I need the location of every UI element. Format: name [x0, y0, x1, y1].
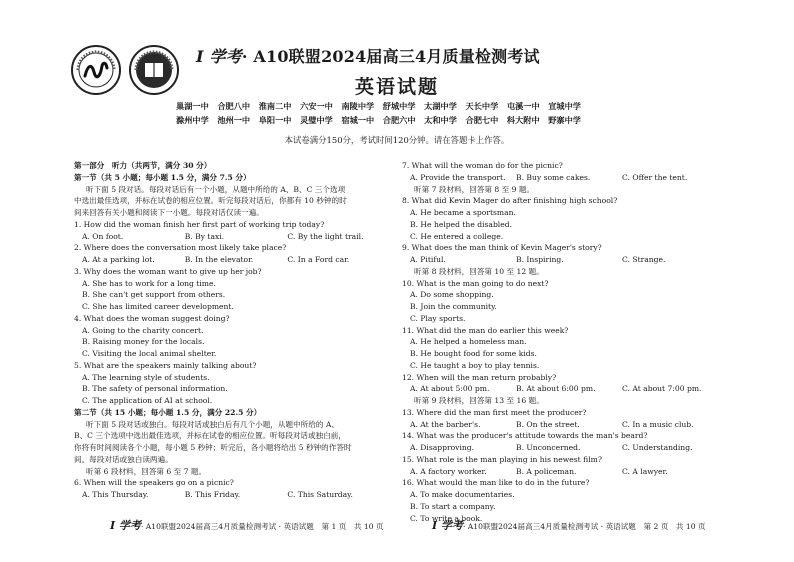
instruction-text: 听第 6 段材料，回答第 6 至 7 题。 [86, 466, 207, 476]
answer-option: A. The learning style of students. [82, 372, 210, 382]
answer-option: A. Do some shopping. [410, 290, 494, 300]
exam-title-text: · A10联盟2024届高三4月质量检测考试 [241, 47, 540, 66]
answer-option: A. At a parking lot. [82, 255, 155, 264]
answer-options-row [402, 254, 742, 266]
answer-option: C. Understanding. [622, 443, 693, 452]
answer-option: C. In a music club. [622, 419, 694, 429]
school-name: 巢湖一中 [176, 101, 209, 111]
answer-option: C. At about 7:00 pm. [622, 384, 702, 394]
answer-option: B. On the street. [516, 419, 580, 429]
answer-option: B. At about 6:00 pm. [516, 384, 596, 394]
answer-option: A. She has to work for a long time. [82, 278, 216, 288]
answer-option: B. This Friday. [184, 490, 241, 499]
instruction-text: 听第 8 段材料，回答第 10 至 12 题。 [414, 266, 544, 276]
answer-option: C. By the light trail. [287, 231, 364, 241]
answer-option: A. On foot. [82, 231, 124, 241]
answer-option: C. To write a book. [410, 513, 483, 523]
question-text: 3. Why does the woman want to give up her job? [74, 266, 262, 276]
school-name: 舒城中学 [382, 101, 416, 111]
question-text: 8. What did Kevin Mager do after finishing high school? [402, 196, 618, 206]
question-text: 1. How did the woman finish her first part of working trip today? [74, 219, 325, 229]
answer-options-row [402, 442, 742, 454]
question-text: 6. When will the speakers go on a picnic? [74, 478, 234, 488]
answer-option: B. In the elevator. [184, 255, 254, 264]
answer-option: C. Offer the tent. [622, 172, 688, 182]
instruction-text: 听下面 5 段对话或独白。每段对话或独白后有几个小题，从题中所给的 A、 [86, 419, 339, 429]
answer-option: A. He helped a homeless man. [410, 337, 527, 347]
school-list [176, 99, 636, 127]
answer-option: C. This Saturday. [287, 490, 353, 499]
school-name: 淮南二中 [258, 101, 292, 111]
answer-options-row [74, 231, 394, 243]
answer-option: B. The safety of personal information. [82, 384, 228, 394]
answer-option: C. The application of AI at school. [82, 396, 213, 405]
school-name: 合肥六中 [382, 115, 416, 125]
question-text: 15. What role is the man playing in his newest film? [402, 454, 602, 464]
answer-option: C. Play sports. [410, 313, 466, 323]
school-name: 天长中学 [465, 101, 499, 111]
instruction-text: 第一节（共 5 小题；每小题 1.5 分，满分 7.5 分） [74, 172, 251, 182]
left-column [74, 160, 394, 501]
answer-option: C. He taught a boy to play tennis. [410, 360, 540, 370]
school-name: 太和中学 [424, 115, 457, 125]
answer-option: A. At the barber's. [410, 419, 481, 429]
answer-option: B. A policeman. [516, 466, 577, 476]
subject-title: 英语试题 [354, 76, 439, 98]
answer-option: C. Strange. [622, 255, 666, 264]
instruction-text: 你将有时间阅读各个小题，每小题 5 秒钟；听完后，各小题将给出 5 秒钟的作答时 [74, 443, 352, 452]
school-name: 阜阳一中 [258, 115, 292, 125]
answer-option: B. He helped the disabled. [410, 219, 513, 229]
school-row-2 [176, 113, 636, 127]
exam-header-title [196, 44, 616, 66]
school-name: 池州一中 [217, 115, 251, 125]
question-text: 4. What does the woman suggest doing? [74, 313, 230, 323]
school-name: 南陵中学 [341, 101, 375, 111]
instruction-text: 第一部分 听力（共两节，满分 30 分） [74, 161, 212, 170]
footer-brand-mark: I 学考 [110, 519, 141, 532]
brand-mark: I 学考 [196, 47, 242, 66]
answer-option: B. She can't get support from others. [82, 290, 226, 300]
instruction-text: B、C 三个选项中选出最佳选项，并标在试卷的相应位置。听每段对话或独白前， [74, 431, 346, 441]
answer-option: C. He entered a college. [410, 231, 504, 241]
instruction-text: 听第 7 段材料，回答第 8 至 9 题。 [414, 184, 535, 194]
instruction-text: 听下面 5 段对话。每段对话后有一个小题，从题中所给的 A、B、C 三个选项 [86, 184, 346, 194]
question-text: 5. What are the speakers mainly talking about? [74, 360, 257, 370]
answer-options-row [74, 489, 394, 501]
answer-options-row [402, 172, 742, 184]
answer-option: B. Inspiring. [516, 255, 564, 264]
answer-option: A. This Thursday. [82, 490, 149, 499]
answer-options-row [74, 254, 394, 266]
footer-left-text: · A10联盟2024届高三4月质量检测考试 · 英语试题 第 1 页 共 10 页 [140, 522, 384, 531]
answer-option: A. He became a sportsman. [410, 208, 516, 217]
answer-option: B. Raising money for the locals. [82, 337, 205, 347]
footer-left [110, 517, 384, 533]
answer-option: B. Unconcerned. [516, 443, 581, 452]
school-name: 合肥八中 [217, 101, 251, 111]
exam-notice: 本试卷满分150分，考试时间120分钟。请在答题卡上作答。 [284, 135, 510, 145]
footer-brand-mark: I 学考 [432, 519, 463, 532]
school-name: 太湖中学 [424, 101, 457, 111]
answer-option: A. At about 5:00 pm. [410, 384, 490, 394]
school-name: 合肥七中 [465, 115, 499, 125]
question-text: 16. What would the man like to do in the future? [402, 478, 590, 488]
answer-option: B. Buy some cakes. [516, 172, 591, 182]
instruction-text: 间。每段对话或独白读两遍。 [74, 454, 173, 464]
question-text: 11. What did the man do earlier this week? [402, 325, 569, 335]
answer-option: B. He bought food for some kids. [410, 349, 537, 358]
answer-option: B. To start a company. [410, 501, 496, 511]
answer-option: A. Provide the transport. [410, 172, 506, 182]
answer-options-row [402, 419, 742, 431]
question-text: 2. Where does the conversation most likely take place? [74, 243, 287, 253]
school-name: 宿城一中 [341, 115, 375, 125]
school-name: 屯溪一中 [506, 101, 540, 111]
footer-right-text: · A10联盟2024届高三4月质量检测考试 · 英语试题 第 2 页 共 10 页 [462, 522, 706, 531]
answer-option: A. Disapproving. [410, 443, 475, 452]
answer-option: A. To make documentaries. [410, 490, 515, 499]
answer-option: A. Pitiful. [410, 255, 446, 264]
question-text: 9. What does the man think of Kevin Mager's story? [402, 243, 602, 253]
answer-option: A. A factory worker. [410, 466, 487, 476]
answer-options-row [402, 466, 742, 478]
answer-option: C. A lawyer. [622, 466, 668, 476]
school-name: 野寨中学 [548, 115, 581, 125]
answer-option: C. Visiting the local animal shelter. [82, 349, 217, 358]
school-name: 科大附中 [506, 115, 540, 125]
answer-option: B. Join the community. [410, 302, 497, 311]
instruction-text: 第二节（共 15 小题；每小题 1.5 分，满分 22.5 分） [74, 407, 262, 417]
school-name: 宣城中学 [548, 101, 581, 111]
answer-option: C. In a Ford car. [287, 255, 350, 264]
school-row-1 [176, 99, 636, 113]
question-text: 12. When will the man return probably? [402, 372, 557, 382]
answer-option: B. By taxi. [184, 231, 225, 241]
instruction-text: 间来回答有关小题和阅读下一小题。每段对话仅读一遍。 [74, 208, 264, 217]
question-text: 10. What is the man going to do next? [402, 278, 549, 288]
school-name: 六安一中 [300, 101, 333, 111]
school-name: 灵璧中学 [300, 115, 333, 125]
answer-option: C. She has limited career development. [82, 302, 234, 311]
right-column [402, 160, 742, 524]
footer-right [432, 517, 706, 533]
instruction-text: 中选出最佳选项，并标在试卷的相应位置。听完每段对话后，你都有 10 秒钟的时 [74, 196, 347, 206]
answer-option: A. Going to the charity concert. [82, 325, 204, 335]
question-text: 7. What will the woman do for the picnic? [402, 161, 563, 170]
instruction-text: 听第 9 段材料，回答第 13 至 16 题。 [414, 396, 544, 405]
answer-options-row [402, 383, 742, 395]
question-text: 14. What was the producer's attitude towards the man's beard? [402, 431, 648, 441]
school-name: 滁州中学 [176, 115, 209, 125]
question-text: 13. Where did the man first meet the producer? [402, 407, 587, 417]
